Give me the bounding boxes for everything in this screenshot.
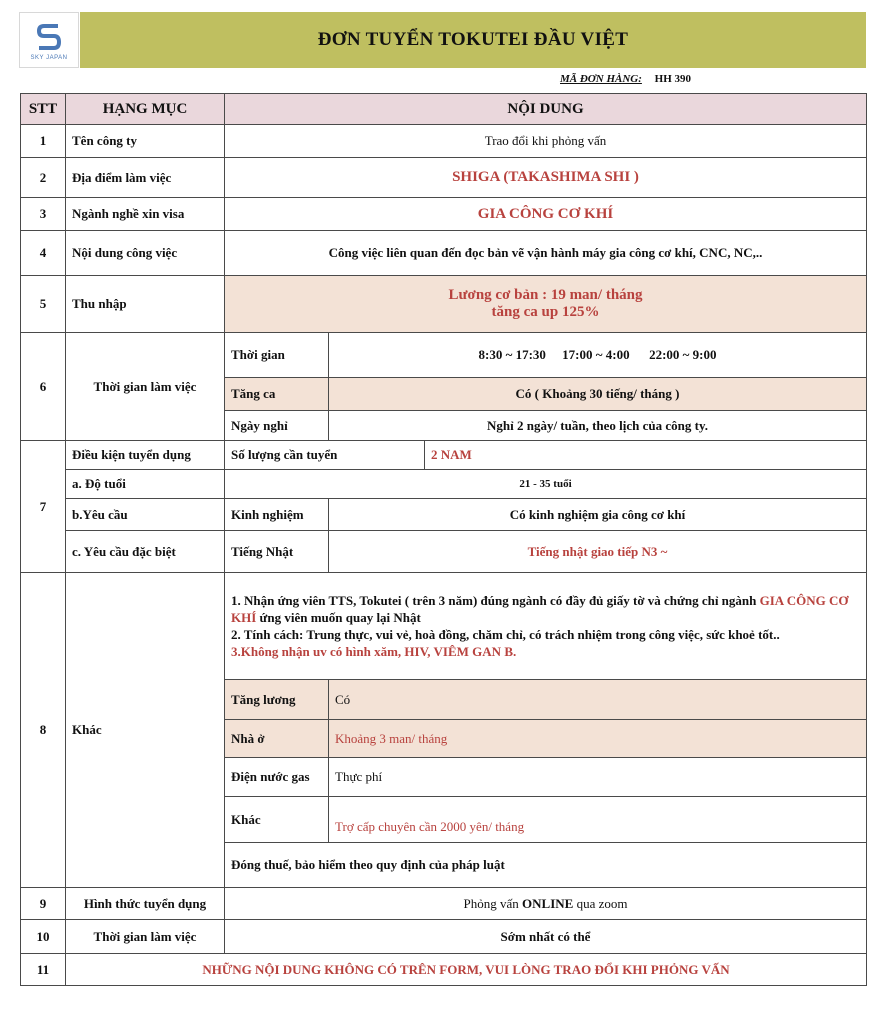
income-value (225, 276, 867, 333)
experience-value: Có kinh nghiệm gia công cơ khí (329, 499, 867, 531)
housing-value: Khoảng 3 man/ tháng (329, 720, 867, 758)
sub-label: Ngày nghỉ (225, 411, 329, 441)
order-code-value: HH 390 (654, 73, 692, 85)
table-row (21, 499, 867, 531)
quantity-value: 2 NAM (425, 441, 867, 470)
row-number: 6 (21, 333, 66, 441)
row-label: Khác (66, 573, 225, 888)
header-item: HẠNG MỤC (66, 94, 225, 125)
table-row (21, 333, 867, 378)
start-time-value: Sớm nhất có thể (225, 920, 867, 954)
row-number: 4 (21, 231, 66, 276)
table-row (21, 441, 867, 470)
table-row (21, 920, 867, 954)
age-range-value: 21 - 35 tuổi (225, 470, 867, 499)
utilities-value: Thực phí (329, 758, 867, 797)
row-label: b.Yêu cầu (66, 499, 225, 531)
footer-note: NHỮNG NỘI DUNG KHÔNG CÓ TRÊN FORM, VUI LÒNG TRAO ĐỔI KHI PHỎNG VẤN (66, 954, 867, 986)
row-label: c. Yêu cầu đặc biệt (66, 531, 225, 573)
recruitment-method-value: Phỏng vấn ONLINE qua zoom (225, 888, 867, 920)
salary-raise-value: Có (329, 680, 867, 720)
row-number: 1 (21, 125, 66, 158)
page-title: ĐƠN TUYỂN TOKUTEI ĐẦU VIỆT (80, 12, 866, 68)
sub-label: Kinh nghiệm (225, 499, 329, 531)
note-2: 2. Tính cách: Trung thực, vui vẻ, hoà đồng, chăm chỉ, có trách nhiệm trong công việc, sức khoẻ tốt.. (231, 627, 780, 642)
visa-field-value: GIA CÔNG CƠ KHÍ (225, 198, 867, 231)
income-base-salary: Lương cơ bản : 19 man/ tháng (448, 287, 643, 303)
order-code (560, 73, 691, 85)
sub-label: Tăng lương (225, 680, 329, 720)
logo-text: SKY JAPAN (30, 54, 68, 61)
row-label: Hình thức tuyển dụng (66, 888, 225, 920)
row-label: Nội dung công việc (66, 231, 225, 276)
row-number: 10 (21, 920, 66, 954)
table-row (21, 198, 867, 231)
note-3: 3.Không nhận uv có hình xăm, HIV, VIÊM GAN B. (231, 644, 517, 659)
row-label: Ngành nghề xin visa (66, 198, 225, 231)
table-row (21, 158, 867, 198)
sub-label: Thời gian (225, 333, 329, 378)
header-stt: STT (21, 94, 66, 125)
sub-label: Số lượng cần tuyển (225, 441, 425, 470)
company-logo (19, 12, 79, 68)
table-row (21, 125, 867, 158)
table-header-row (21, 94, 867, 125)
sub-label: Tiếng Nhật (225, 531, 329, 573)
table-row (21, 231, 867, 276)
allowance-value: Trợ cấp chuyên cần 2000 yên/ tháng (329, 797, 867, 843)
tax-insurance-note: Đóng thuế, bảo hiểm theo quy định của pháp luật (225, 843, 867, 888)
table-row (21, 276, 867, 333)
row-label: Điều kiện tuyển dụng (66, 441, 225, 470)
table-row (21, 888, 867, 920)
sub-label: Tăng ca (225, 378, 329, 411)
note-1-tail: ứng viên muốn quay lại Nhật (259, 610, 421, 625)
recruitment-form-table (20, 93, 867, 986)
row-number: 5 (21, 276, 66, 333)
sub-label: Điện nước gas (225, 758, 329, 797)
days-off-value: Nghỉ 2 ngày/ tuần, theo lịch của công ty. (329, 411, 867, 441)
row-number: 2 (21, 158, 66, 198)
header-content: NỘI DUNG (225, 94, 867, 125)
note-1-highlight: GIA CÔNG CƠ KHÍ (231, 593, 849, 625)
row-label: Thu nhập (66, 276, 225, 333)
table-row (21, 531, 867, 573)
other-notes (225, 573, 867, 680)
overtime-value: Có ( Khoảng 30 tiếng/ tháng ) (329, 378, 867, 411)
row-number: 8 (21, 573, 66, 888)
row-label: Tên công ty (66, 125, 225, 158)
sub-label: Khác (225, 797, 329, 843)
table-row (21, 954, 867, 986)
row-label: Thời gian làm việc (66, 920, 225, 954)
row-label: a. Độ tuổi (66, 470, 225, 499)
work-location-value: SHIGA (TAKASHIMA SHI ) (225, 158, 867, 198)
row-number: 3 (21, 198, 66, 231)
japanese-level-value: Tiếng nhật giao tiếp N3 ~ (329, 531, 867, 573)
income-overtime-rate: tăng ca up 125% (491, 304, 600, 320)
row-label: Địa điểm làm việc (66, 158, 225, 198)
order-code-label: MÃ ĐƠN HÀNG: (560, 73, 642, 85)
logo-s-icon (36, 20, 62, 54)
row-label: Thời gian làm việc (66, 333, 225, 441)
row-number: 9 (21, 888, 66, 920)
row-number: 7 (21, 441, 66, 573)
sub-label: Nhà ở (225, 720, 329, 758)
company-name-value: Trao đổi khi phỏng vấn (225, 125, 867, 158)
note-1: 1. Nhận ứng viên TTS, Tokutei ( trên 3 năm) đúng ngành có đầy đủ giấy tờ và chứng chỉ ngành (231, 593, 757, 608)
table-row (21, 573, 867, 680)
table-row (21, 470, 867, 499)
job-description-value: Công việc liên quan đến đọc bản vẽ vận hành máy gia công cơ khí, CNC, NC,.. (225, 231, 867, 276)
working-hours-value: 8:30 ~ 17:30 17:00 ~ 4:00 22:00 ~ 9:00 (329, 333, 867, 378)
row-number: 11 (21, 954, 66, 986)
